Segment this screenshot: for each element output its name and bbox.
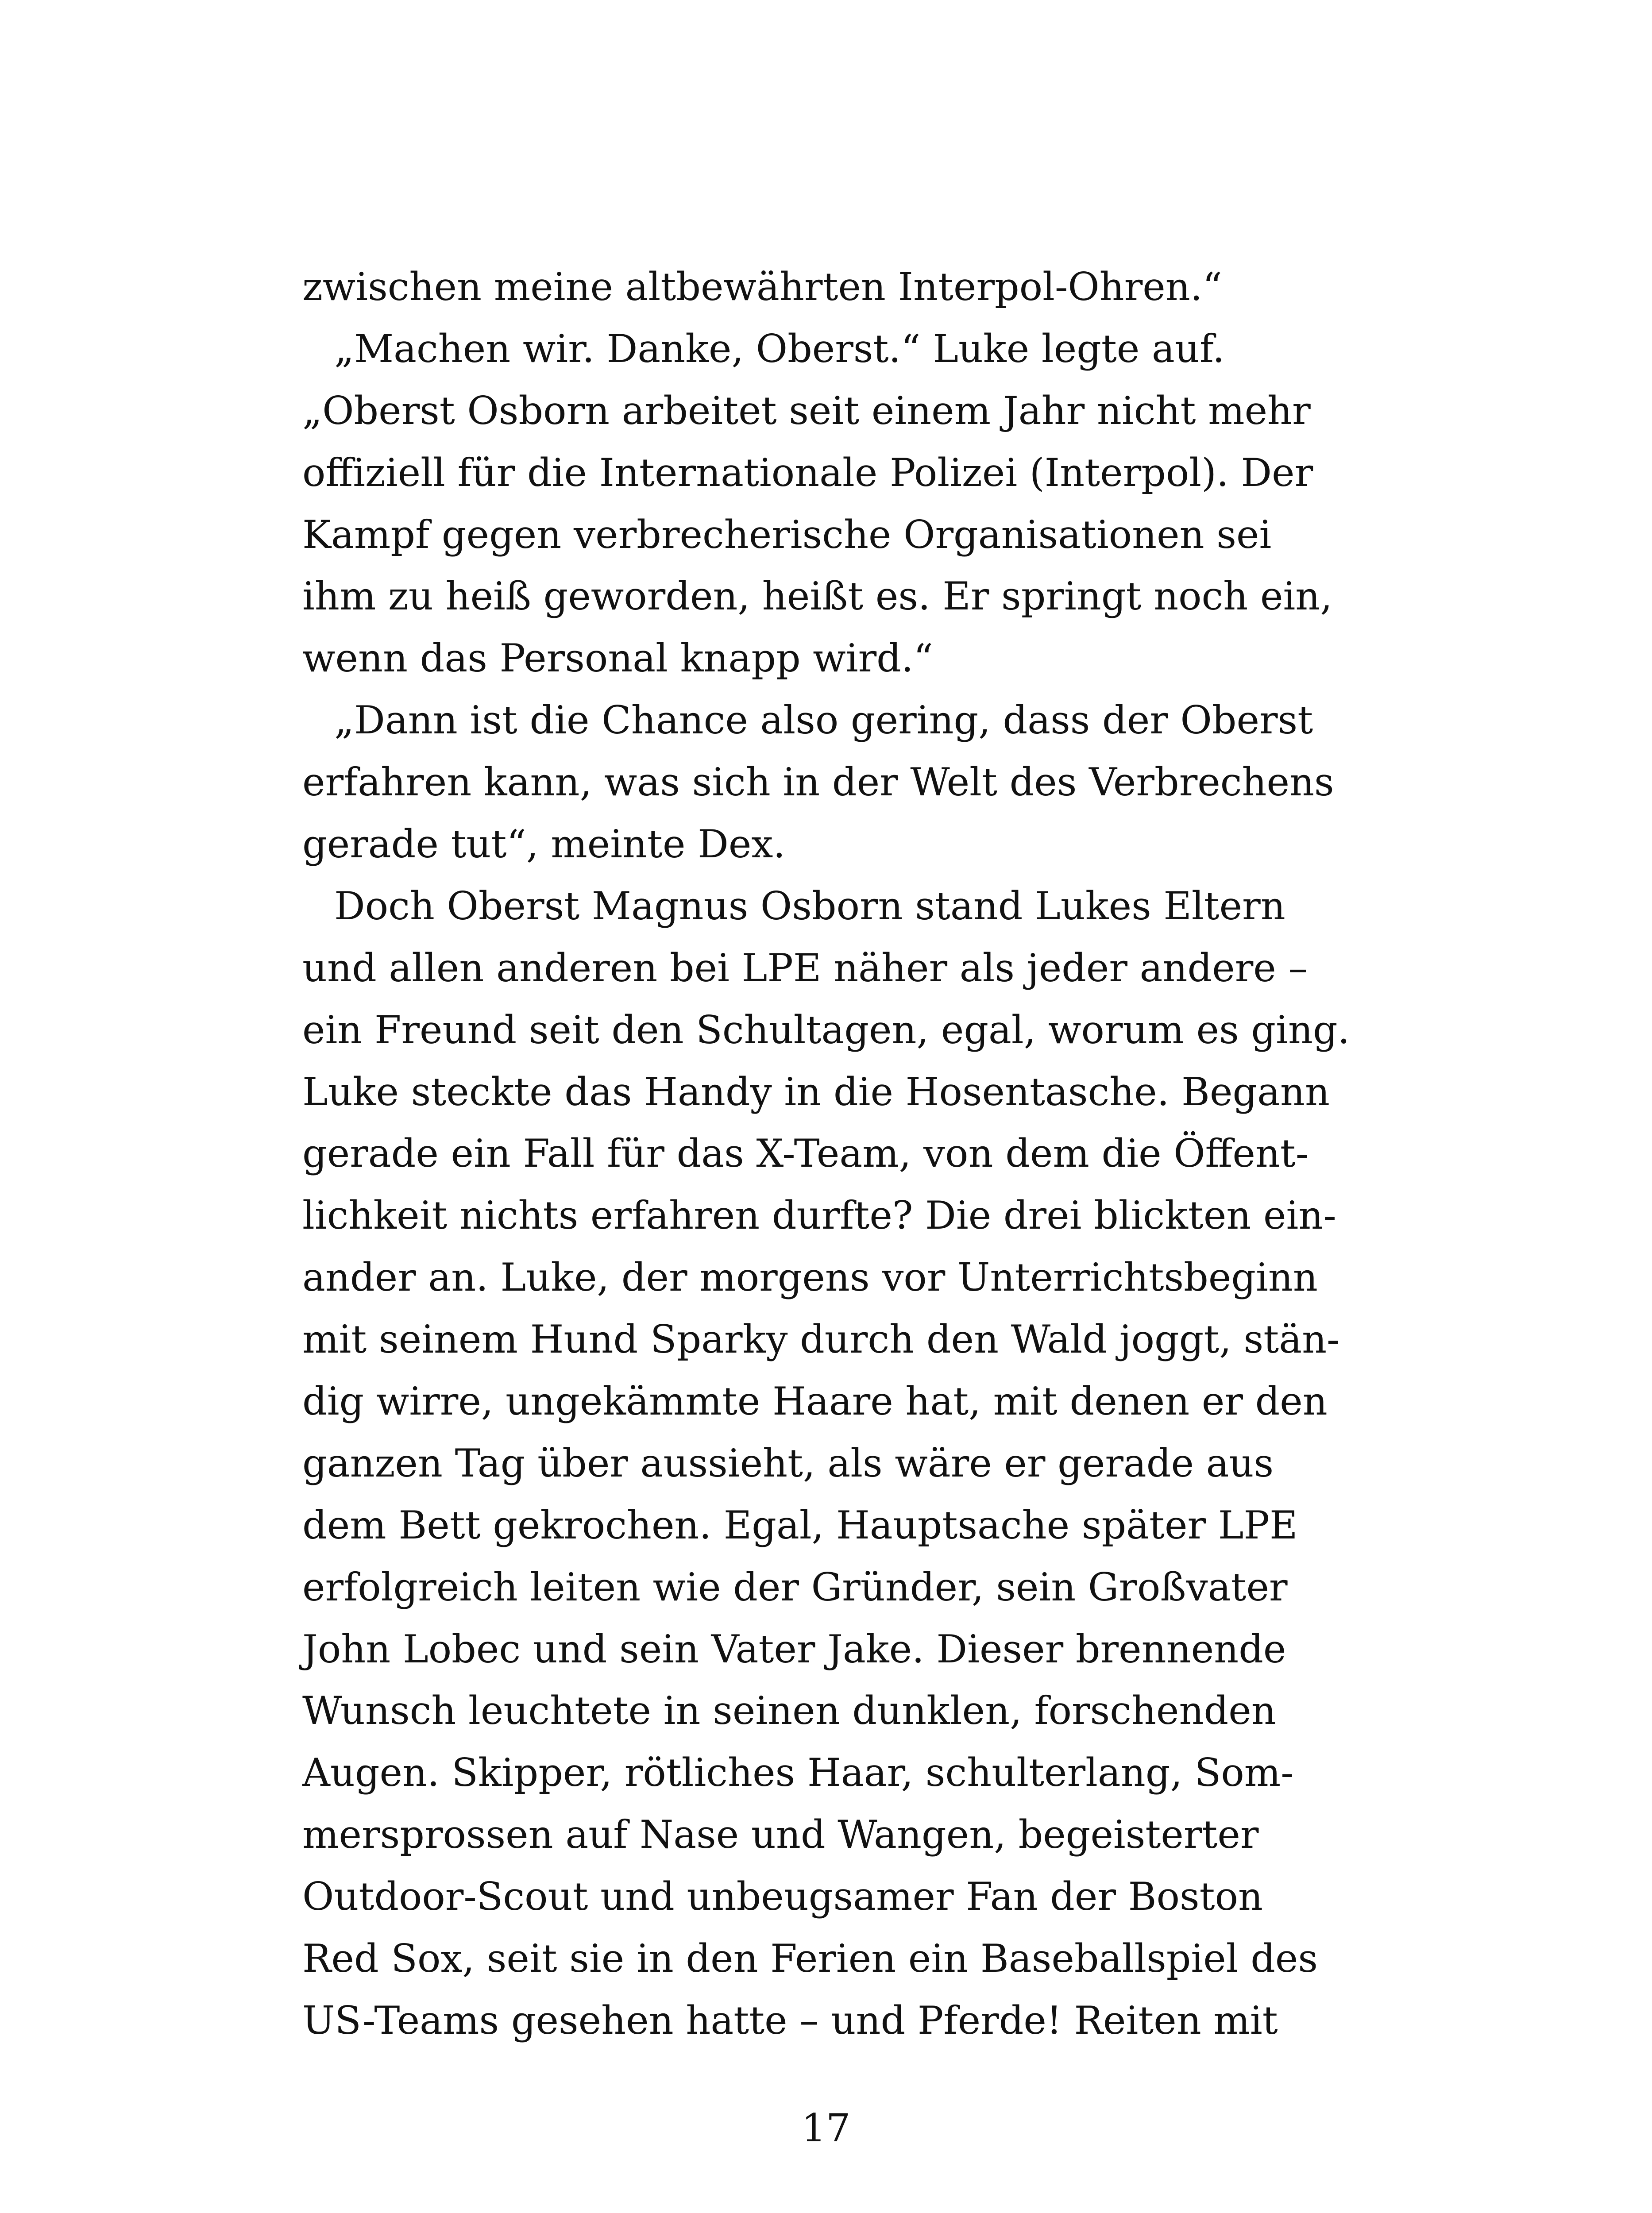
- text-line: „Oberst Osborn arbeitet seit einem Jahr nicht mehr: [302, 388, 1311, 433]
- text-line: mersprossen auf Nase und Wangen, begeisterter: [302, 1812, 1259, 1858]
- text-line: ander an. Luke, der morgens vor Unterrichtsbeginn: [302, 1255, 1318, 1300]
- text-line: Outdoor-Scout und unbeugsamer Fan der Boston: [302, 1874, 1263, 1920]
- text-line: offiziell für die Internationale Polizei (Interpol). Der: [302, 450, 1313, 495]
- text-line: mit seinem Hund Sparky durch den Wald joggt, stän-: [302, 1317, 1340, 1362]
- text-line: Luke steckte das Handy in die Hosentasche. Begann: [302, 1069, 1330, 1114]
- text-line: ein Freund seit den Schultagen, egal, worum es ging.: [302, 1007, 1350, 1053]
- text-line: erfolgreich leiten wie der Gründer, sein Großvater: [302, 1564, 1288, 1610]
- text-line: Wunsch leuchtete in seinen dunklen, forschenden: [302, 1688, 1276, 1734]
- text-line: ganzen Tag über aussieht, als wäre er gerade aus: [302, 1440, 1274, 1486]
- text-line: Augen. Skipper, rötliches Haar, schulterlang, Som-: [302, 1750, 1294, 1796]
- text-line: Red Sox, seit sie in den Ferien ein Baseballspiel des: [302, 1936, 1318, 1982]
- body-text: [302, 256, 1356, 2052]
- text-line: und allen anderen bei LPE näher als jeder andere –: [302, 945, 1308, 991]
- text-line: „Dann ist die Chance also gering, dass der Oberst: [334, 698, 1313, 743]
- page-number: 17: [801, 2105, 851, 2151]
- text-line: US-Teams gesehen hatte – und Pferde! Reiten mit: [302, 1997, 1278, 2043]
- text-line: John Lobec und sein Vater Jake. Dieser brennende: [302, 1626, 1286, 1672]
- text-line: gerade tut“, meinte Dex.: [302, 821, 786, 867]
- text-line: Doch Oberst Magnus Osborn stand Lukes Eltern: [334, 883, 1285, 929]
- text-line: ihm zu heiß geworden, heißt es. Er springt noch ein,: [302, 574, 1332, 619]
- text-line: zwischen meine altbewährten Interpol-Ohren.“: [302, 264, 1222, 309]
- text-line: „Machen wir. Danke, Oberst.“ Luke legte auf.: [334, 326, 1225, 371]
- text-line: wenn das Personal knapp wird.“: [302, 636, 934, 681]
- text-line: lichkeit nichts erfahren durfte? Die drei blickten ein-: [302, 1193, 1336, 1238]
- text-line: Kampf gegen verbrecherische Organisationen sei: [302, 512, 1272, 557]
- text-line: gerade ein Fall für das X-Team, von dem die Öffent-: [302, 1131, 1309, 1176]
- text-line: dig wirre, ungekämmte Haare hat, mit denen er den: [302, 1379, 1328, 1424]
- text-line: erfahren kann, was sich in der Welt des Verbrechens: [302, 760, 1334, 805]
- text-line: dem Bett gekrochen. Egal, Hauptsache später LPE: [302, 1502, 1298, 1548]
